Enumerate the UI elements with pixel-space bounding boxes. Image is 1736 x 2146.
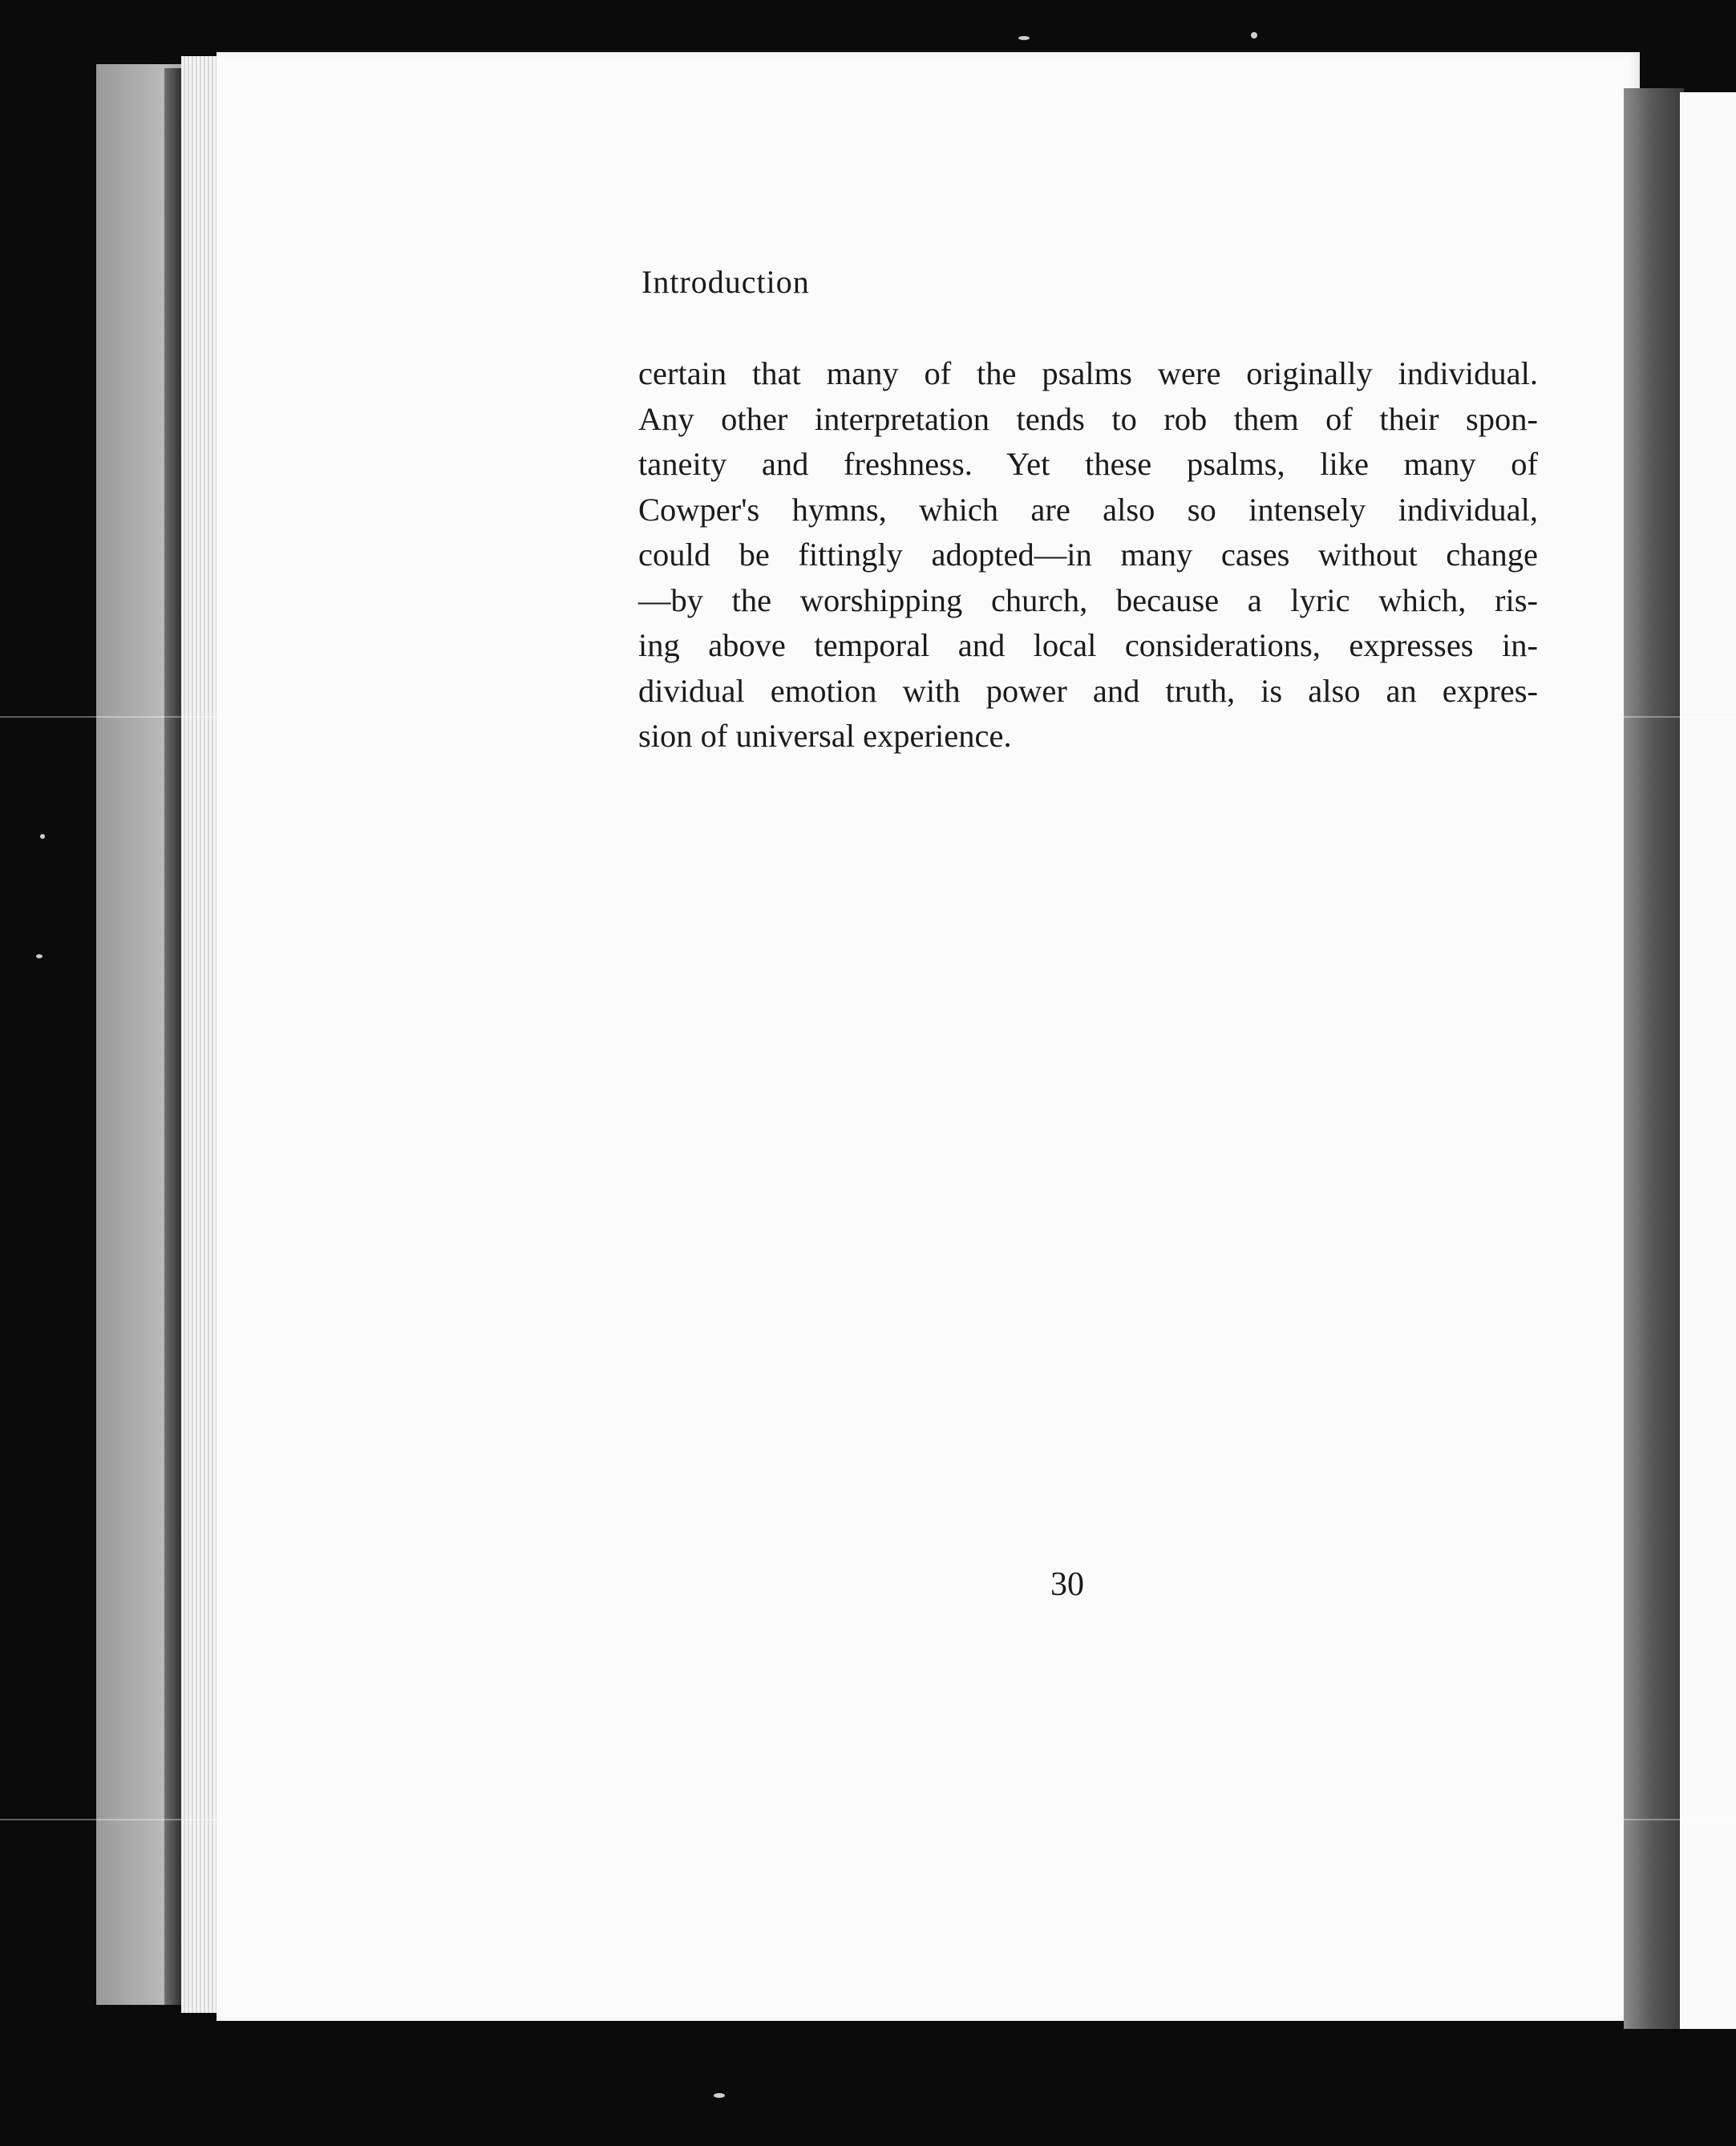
text-line: Cowper's hymns, which are also so intensely individual, (638, 491, 1538, 528)
text-line: dividual emotion with power and truth, is also an expres- (638, 672, 1538, 709)
next-page-edge (1680, 92, 1736, 2029)
text-line: ing above temporal and local considerations, expresses in- (638, 627, 1538, 663)
text-line: taneity and freshness. Yet these psalms, like many of (638, 446, 1538, 482)
text-line: —by the worshipping church, because a lyric which, ris- (638, 581, 1538, 618)
page-number: 30 (1050, 1566, 1084, 1603)
text-line: sion of universal experience. (638, 718, 1012, 754)
book-spine-shadow (164, 68, 182, 2005)
book-page (216, 52, 1640, 2021)
scanner-line (0, 1819, 1736, 1820)
body-paragraph (638, 351, 1538, 759)
dust-speck (36, 954, 42, 958)
text-line: could be fittingly adopted—in many cases without change (638, 536, 1538, 573)
text-line: certain that many of the psalms were originally individual. (638, 355, 1538, 391)
dust-speck (1251, 32, 1257, 38)
text-line: Any other interpretation tends to rob them of their spon- (638, 400, 1538, 437)
right-page-shadow (1624, 88, 1684, 2029)
dust-speck (40, 834, 45, 839)
dust-speck (714, 2093, 725, 2098)
running-head: Introduction (641, 264, 810, 300)
dust-speck (1018, 36, 1030, 40)
